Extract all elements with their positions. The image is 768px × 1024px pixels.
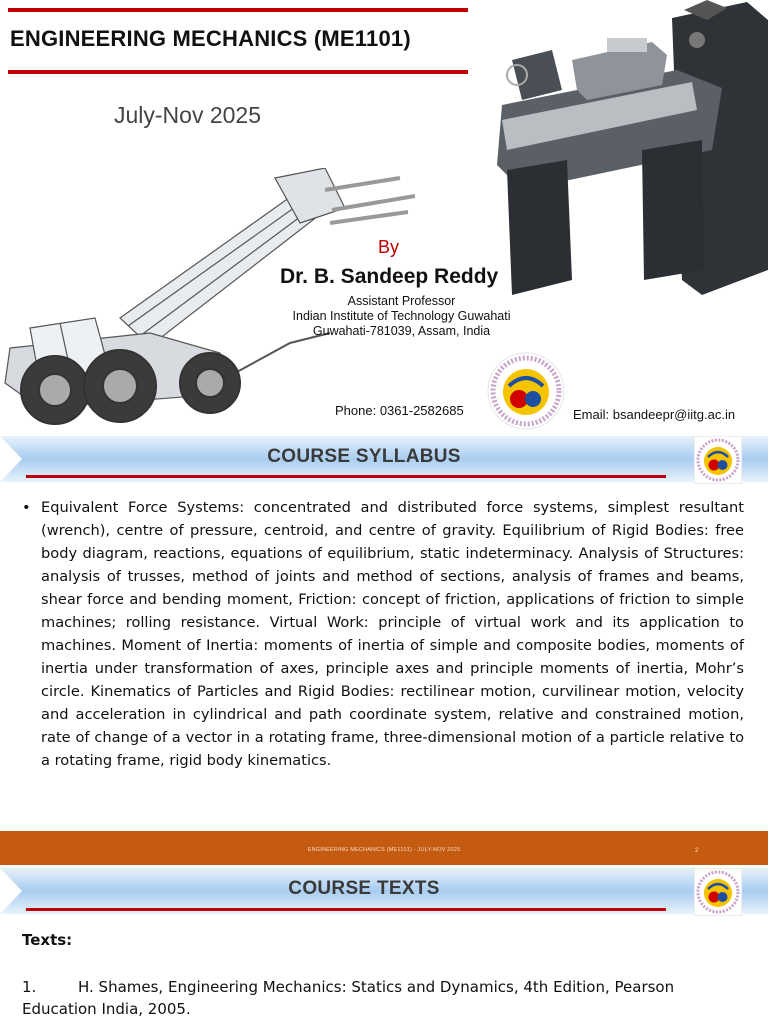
iitg-logo-icon [694,868,742,916]
author-designation: Assistant Professor [347,294,456,308]
title-bottom-rule [8,70,468,74]
syllabus-heading-rule [26,475,666,478]
title-top-rule [8,8,468,12]
contact-phone: Phone: 0361-2582685 [335,403,464,418]
syllabus-text: Equivalent Force Systems: concentrated and distributed force systems, simplest resultant (wrench), centre of pressure, centroid, and centre of gravity. Equilibrium of Rigid Bodies: free body diagram, reactions, equations of equilibrium, static indeterminacy. Analysis of Structures: analysis of trusses, method of joints and method of sections, analysis of frames and beams, shear force and bending moment, Friction: concept of friction, applications of friction to simple machines; rolling resistance. Virtual Work: principle of virtual work and its application to machines. Moment of Inertia: moments of inertia of simple and composite bodies, moments of inertia under transformation of axes, principle axes and principle moments of inertia, Mohr’s circle. Kinematics of Particles and Rigid Bodies: rectilinear motion, curvilinear motion, velocity and acceleration in cylindrical and path coordinate system, relative and constrained motion, rate of change of a vector in a rotating frame, three-dimensional motion of a particle relative to a rotating frame, rigid body kinematics. [41,499,744,769]
reference-text: H. Shames, Engineering Mechanics: Statics and Dynamics, 4th Edition, Pearson Education India, 2005. [22,978,675,1018]
iitg-logo-icon [694,436,742,484]
course-title: ENGINEERING MECHANICS (ME1101) [10,26,411,51]
footer-text: ENGINEERING MECHANICS (ME1101) - JULY-NOV 2025 [307,847,461,853]
reference-number: 1. [22,978,37,996]
texts-heading-rule [26,908,666,911]
footer-page-number: 2 [695,848,699,854]
author-institute: Indian Institute of Technology Guwahati [292,309,511,323]
contact-email: Email: bsandeepr@iitg.ac.in [573,407,736,422]
texts-label: Texts: [22,931,73,949]
syllabus-bullet: • [22,499,31,516]
author-address: Guwahati-781039, Assam, India [312,324,491,338]
slide-footer [0,831,768,865]
syllabus-body [22,496,744,772]
lathe-machine-illustration-icon [492,0,768,300]
reference-item [22,976,748,1020]
author-name: Dr. B. Sandeep Reddy [280,265,499,288]
course-term: July-Nov 2025 [114,102,262,128]
iitg-logo-icon [487,352,565,430]
by-label: By [378,237,400,257]
texts-heading: COURSE TEXTS [288,878,440,899]
author-affiliation [290,294,513,339]
syllabus-heading: COURSE SYLLABUS [267,446,461,467]
